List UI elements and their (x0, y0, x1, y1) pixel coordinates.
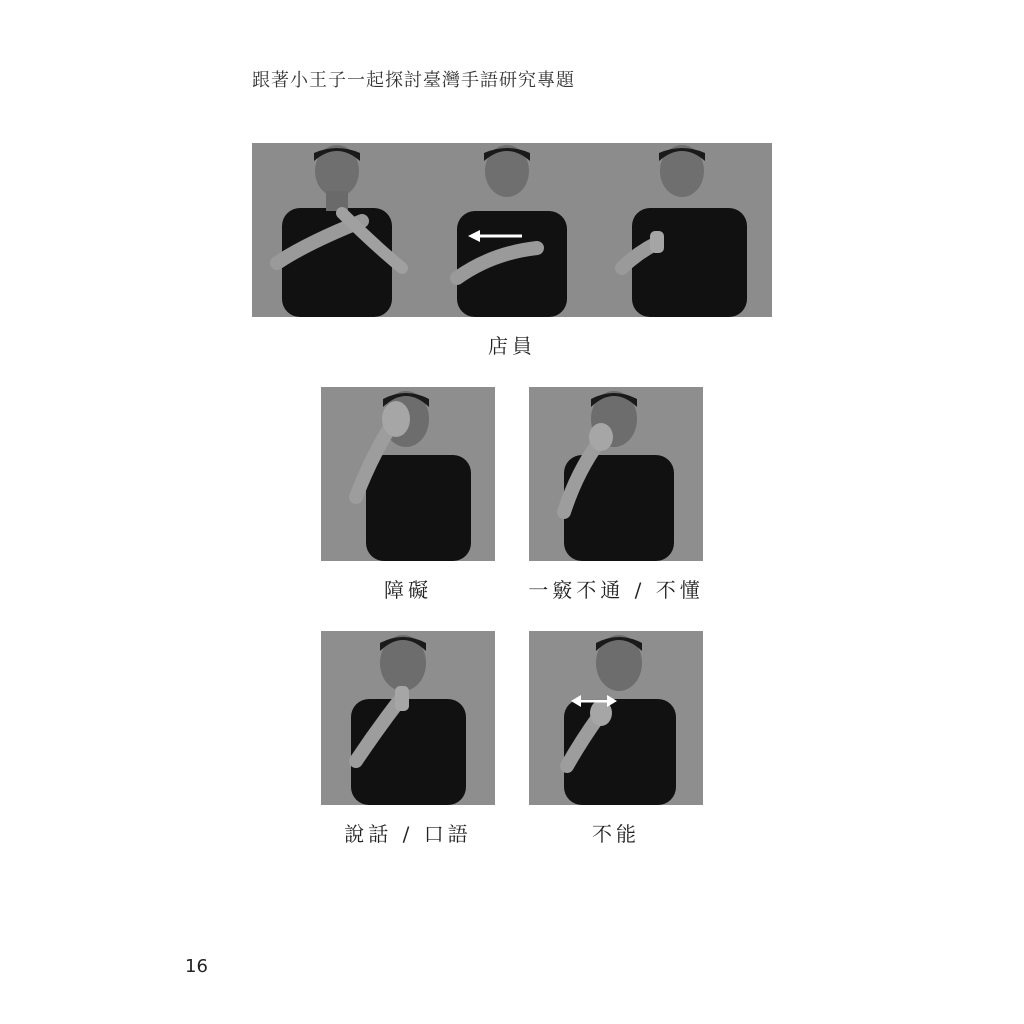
sign-photo-speech (321, 631, 495, 805)
caption-clerk: 店員 (488, 334, 536, 358)
caption-speech: 說話 / 口語 (344, 822, 472, 846)
caption-obstacle: 障礙 (384, 578, 432, 602)
running-header: 跟著小王子一起探討臺灣手語研究專題 (252, 70, 575, 91)
sign-photo-obstacle (321, 387, 495, 561)
sign-photo-clerk (252, 143, 772, 317)
page-number: 16 (185, 956, 208, 977)
caption-cannot: 不能 (592, 822, 640, 846)
sign-photo-cannot (529, 631, 703, 805)
caption-clueless: 一竅不通 / 不懂 (528, 578, 704, 602)
sign-photo-clueless (529, 387, 703, 561)
